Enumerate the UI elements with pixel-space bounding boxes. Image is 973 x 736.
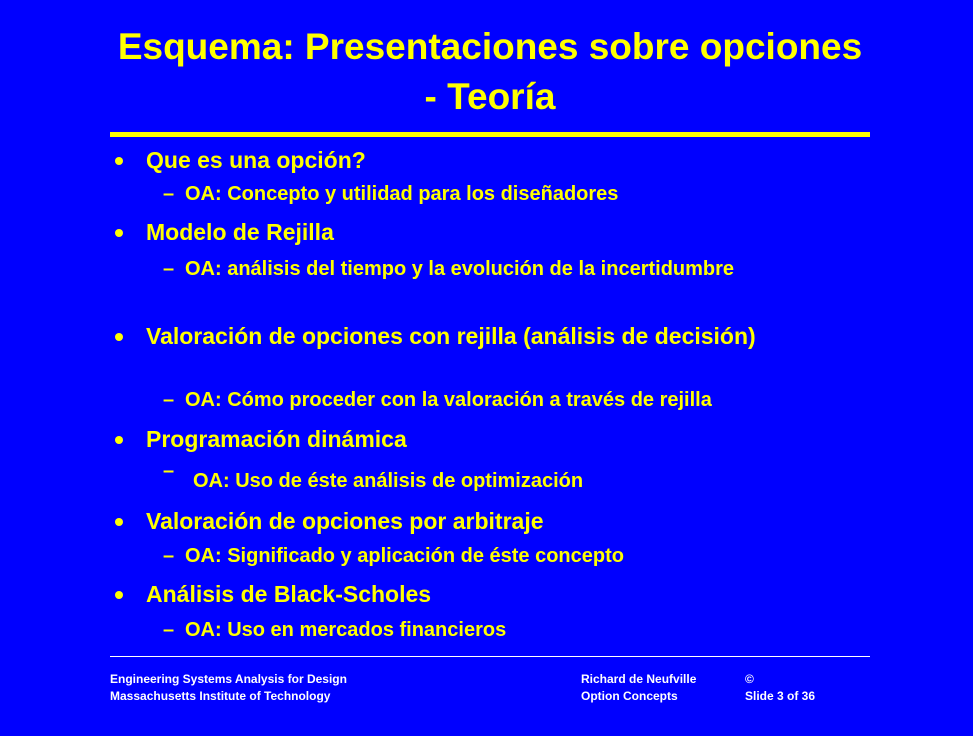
dash-marker: – — [163, 545, 175, 567]
sub-text: OA: Uso de éste análisis de optimización — [193, 470, 584, 492]
bullet-valoracion-con-rejilla — [146, 322, 906, 350]
sub-item — [163, 258, 903, 281]
bullet-dot-icon — [115, 229, 123, 237]
title-underline — [110, 132, 870, 137]
bullet-label: Programación dinámica — [146, 426, 407, 452]
sub-item — [163, 389, 903, 412]
bullet-dot-icon — [115, 333, 123, 341]
bullet-label: Valoración de opciones con rejilla (análisis de decisión) — [146, 323, 756, 349]
footer-author-info — [581, 671, 696, 705]
footer-slide-info — [745, 671, 815, 705]
bullet-dot-icon — [115, 591, 123, 599]
footer-topic: Option Concepts — [581, 689, 678, 703]
bullet-dot-icon — [115, 518, 123, 526]
dash-marker: – — [163, 183, 175, 205]
bullet-que-es-una-opcion — [146, 146, 906, 174]
footer-course: Engineering Systems Analysis for Design — [110, 672, 347, 686]
bullet-dot-icon — [115, 157, 123, 165]
slide-title: Esquema: Presentaciones sobre opciones - Teoría — [117, 26, 863, 117]
bullet-modelo-de-rejilla — [146, 218, 906, 246]
sub-text: OA: Concepto y utilidad para los diseñadores — [185, 183, 619, 205]
bullet-valoracion-por-arbitraje — [146, 507, 906, 535]
footer-institution: Massachusetts Institute of Technology — [110, 689, 331, 703]
footer-course-info — [110, 671, 347, 705]
sub-text: OA: Significado y aplicación de éste concepto — [185, 545, 624, 567]
sub-text: OA: análisis del tiempo y la evolución de la incertidumbre — [185, 258, 735, 280]
sub-item — [163, 619, 903, 642]
footer-divider — [110, 656, 870, 657]
footer-slide-number: Slide 3 of 36 — [745, 689, 816, 703]
sub-item — [163, 545, 903, 568]
bullet-label: Valoración de opciones por arbitraje — [146, 508, 544, 534]
sub-item — [163, 460, 903, 493]
bullet-label: Modelo de Rejilla — [146, 219, 334, 245]
footer-copyright: © — [745, 672, 754, 686]
dash-marker: – — [163, 460, 175, 482]
bullet-programacion-dinamica — [146, 425, 906, 453]
footer-author: Richard de Neufville — [581, 672, 697, 686]
bullet-black-scholes — [146, 580, 906, 608]
dash-marker: – — [163, 619, 175, 641]
dash-marker: – — [163, 389, 175, 411]
sub-text: OA: Uso en mercados financieros — [185, 619, 507, 641]
sub-text: OA: Cómo proceder con la valoración a través de rejilla — [185, 389, 712, 411]
bullet-dot-icon — [115, 436, 123, 444]
sub-item — [163, 183, 903, 206]
bullet-label: Que es una opción? — [146, 147, 366, 173]
dash-marker: – — [163, 258, 175, 280]
bullet-label: Análisis de Black-Scholes — [146, 581, 432, 607]
